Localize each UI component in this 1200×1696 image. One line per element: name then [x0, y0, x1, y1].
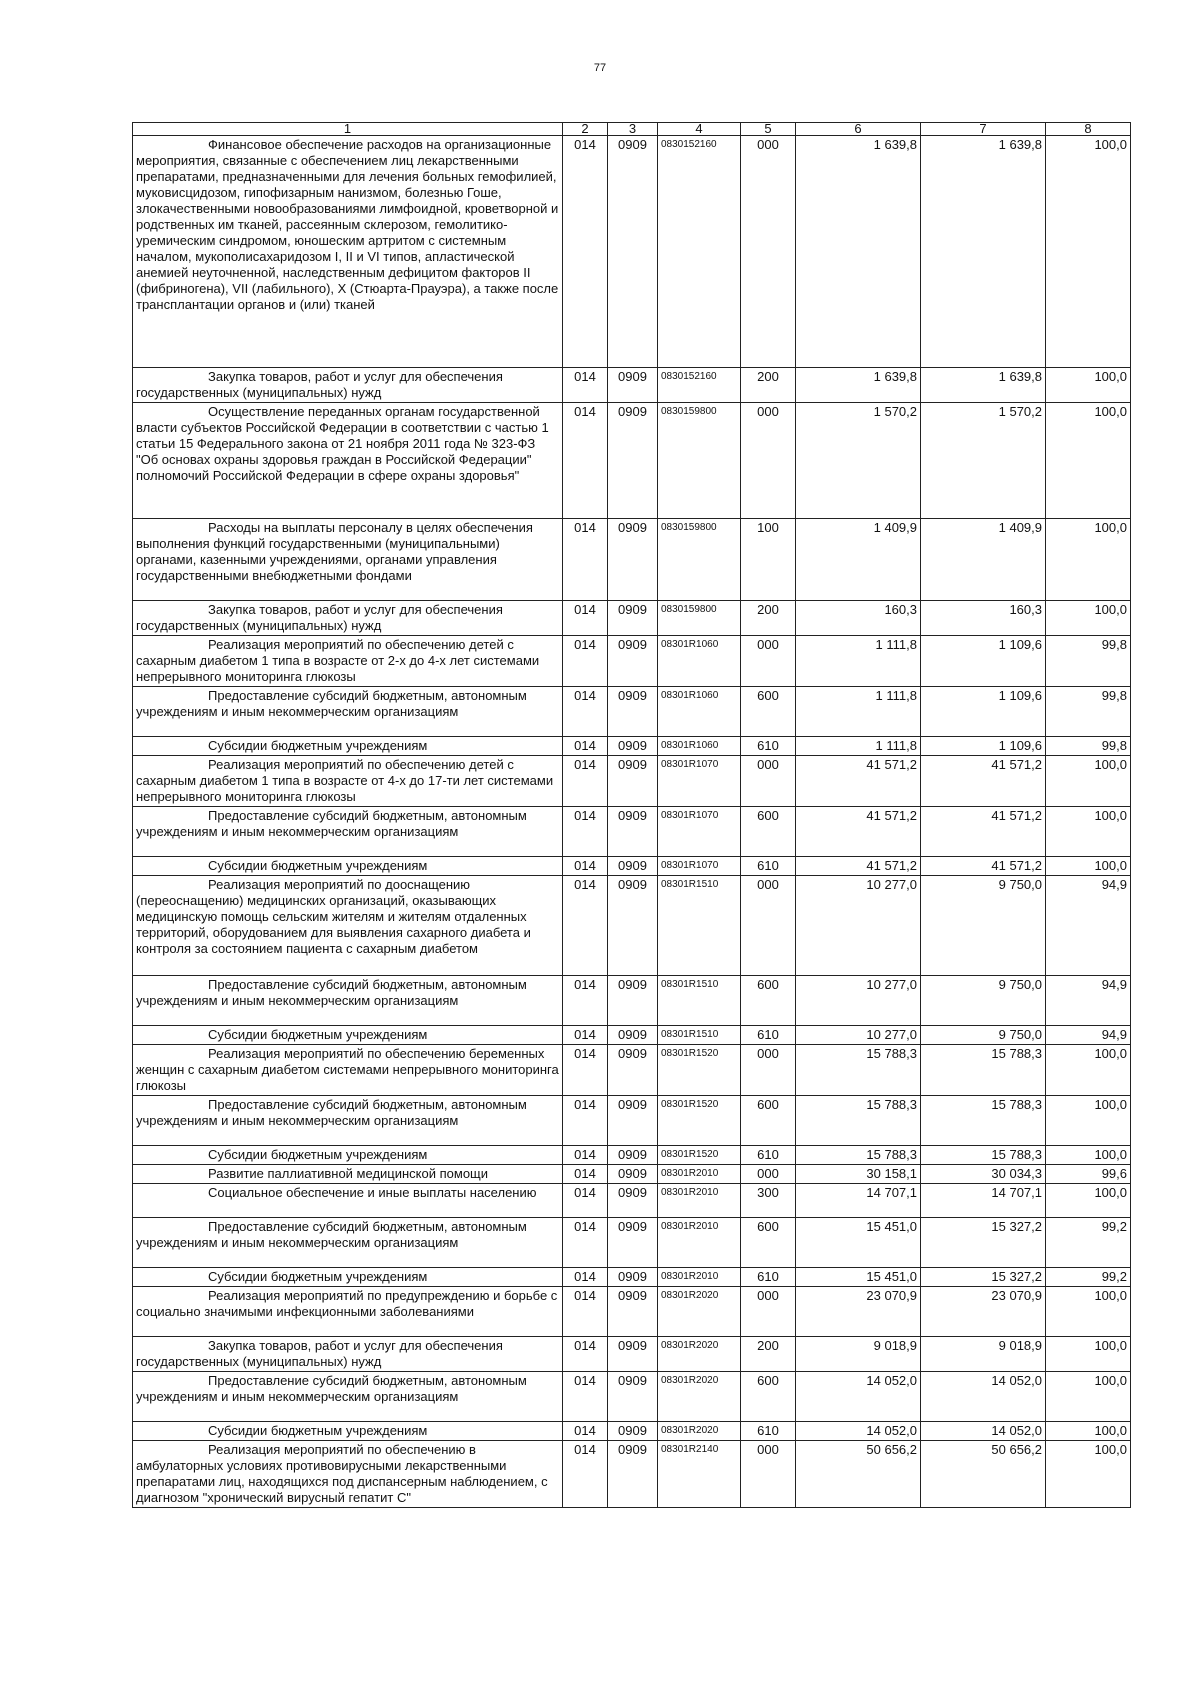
planned-amount: 30 158,1: [796, 1165, 921, 1184]
row-description: Предоставление субсидий бюджетным, автономным учреждениям и иным некоммерческим организациям: [133, 1218, 563, 1268]
target-article-code: 08301R2020: [658, 1372, 741, 1422]
target-article-code: 0830159800: [658, 403, 741, 519]
executed-amount: 1 109,6: [921, 737, 1046, 756]
column-header: 1: [133, 123, 563, 136]
column-header: 7: [921, 123, 1046, 136]
execution-percent: 94,9: [1046, 976, 1131, 1026]
execution-percent: 100,0: [1046, 1096, 1131, 1146]
table-row: [133, 1096, 1131, 1146]
target-article-code: 08301R2140: [658, 1441, 741, 1508]
section-code: 0909: [608, 1337, 658, 1372]
executed-amount: 41 571,2: [921, 756, 1046, 807]
table-header-row: [133, 123, 1131, 136]
executed-amount: 1 639,8: [921, 136, 1046, 368]
target-article-code: 0830159800: [658, 601, 741, 636]
table-row: [133, 1337, 1131, 1372]
planned-amount: 50 656,2: [796, 1441, 921, 1508]
ministry-code: 014: [563, 1146, 608, 1165]
execution-percent: 99,2: [1046, 1218, 1131, 1268]
table-row: [133, 601, 1131, 636]
expense-type-code: 000: [741, 403, 796, 519]
row-description: Реализация мероприятий по обеспечению в амбулаторных условиях противовирусными лекарственными препаратами лиц, находящихся под диспансерным наблюдением, с диагнозом "хронический вирусный гепатит С": [133, 1441, 563, 1508]
ministry-code: 014: [563, 1372, 608, 1422]
row-description: Реализация мероприятий по предупреждению и борьбе с социально значимыми инфекционными заболеваниями: [133, 1287, 563, 1337]
planned-amount: 14 052,0: [796, 1422, 921, 1441]
expense-type-code: 000: [741, 1045, 796, 1096]
execution-percent: 99,8: [1046, 687, 1131, 737]
target-article-code: 08301R2020: [658, 1422, 741, 1441]
execution-percent: 100,0: [1046, 136, 1131, 368]
row-description: Реализация мероприятий по обеспечению детей с сахарным диабетом 1 типа в возрасте от 2-х до 4-х лет системами непрерывного мониторинга глюкозы: [133, 636, 563, 687]
row-description: Реализация мероприятий по обеспечению детей с сахарным диабетом 1 типа в возрасте от 4-х до 17-ти лет системами непрерывного мониторинга глюкозы: [133, 756, 563, 807]
executed-amount: 1 109,6: [921, 687, 1046, 737]
section-code: 0909: [608, 857, 658, 876]
expense-type-code: 200: [741, 368, 796, 403]
section-code: 0909: [608, 737, 658, 756]
section-code: 0909: [608, 1218, 658, 1268]
executed-amount: 14 052,0: [921, 1372, 1046, 1422]
execution-percent: 99,6: [1046, 1165, 1131, 1184]
planned-amount: 10 277,0: [796, 876, 921, 976]
section-code: 0909: [608, 1287, 658, 1337]
planned-amount: 1 409,9: [796, 519, 921, 601]
row-description: Предоставление субсидий бюджетным, автономным учреждениям и иным некоммерческим организациям: [133, 1096, 563, 1146]
table-row: [133, 519, 1131, 601]
table-row: [133, 403, 1131, 519]
row-description: Развитие паллиативной медицинской помощи: [133, 1165, 563, 1184]
ministry-code: 014: [563, 876, 608, 976]
executed-amount: 14 707,1: [921, 1184, 1046, 1218]
target-article-code: 0830159800: [658, 519, 741, 601]
expense-type-code: 610: [741, 737, 796, 756]
target-article-code: 08301R1070: [658, 857, 741, 876]
expense-type-code: 300: [741, 1184, 796, 1218]
row-description: Субсидии бюджетным учреждениям: [133, 1026, 563, 1045]
target-article-code: 0830152160: [658, 368, 741, 403]
section-code: 0909: [608, 1268, 658, 1287]
target-article-code: 08301R1510: [658, 1026, 741, 1045]
ministry-code: 014: [563, 636, 608, 687]
planned-amount: 15 788,3: [796, 1096, 921, 1146]
section-code: 0909: [608, 1441, 658, 1508]
table-row: [133, 857, 1131, 876]
row-description: Предоставление субсидий бюджетным, автономным учреждениям и иным некоммерческим организациям: [133, 807, 563, 857]
target-article-code: 08301R2010: [658, 1218, 741, 1268]
execution-percent: 99,8: [1046, 636, 1131, 687]
ministry-code: 014: [563, 807, 608, 857]
ministry-code: 014: [563, 857, 608, 876]
planned-amount: 10 277,0: [796, 976, 921, 1026]
expense-type-code: 100: [741, 519, 796, 601]
expense-type-code: 610: [741, 1026, 796, 1045]
expense-type-code: 600: [741, 1218, 796, 1268]
planned-amount: 41 571,2: [796, 857, 921, 876]
table-row: [133, 807, 1131, 857]
target-article-code: 08301R1510: [658, 976, 741, 1026]
planned-amount: 160,3: [796, 601, 921, 636]
execution-percent: 100,0: [1046, 756, 1131, 807]
execution-percent: 94,9: [1046, 876, 1131, 976]
execution-percent: 100,0: [1046, 1337, 1131, 1372]
planned-amount: 15 451,0: [796, 1268, 921, 1287]
expense-type-code: 000: [741, 636, 796, 687]
expense-type-code: 000: [741, 876, 796, 976]
table-row: [133, 1218, 1131, 1268]
target-article-code: 08301R1070: [658, 756, 741, 807]
section-code: 0909: [608, 1372, 658, 1422]
row-description: Предоставление субсидий бюджетным, автономным учреждениям и иным некоммерческим организациям: [133, 976, 563, 1026]
execution-percent: 100,0: [1046, 1045, 1131, 1096]
section-code: 0909: [608, 403, 658, 519]
row-description: Субсидии бюджетным учреждениям: [133, 1268, 563, 1287]
executed-amount: 15 327,2: [921, 1218, 1046, 1268]
ministry-code: 014: [563, 1096, 608, 1146]
planned-amount: 14 052,0: [796, 1372, 921, 1422]
target-article-code: 08301R2010: [658, 1268, 741, 1287]
page-number: 77: [593, 62, 607, 74]
ministry-code: 014: [563, 136, 608, 368]
section-code: 0909: [608, 519, 658, 601]
executed-amount: 1 639,8: [921, 368, 1046, 403]
table-row: [133, 756, 1131, 807]
planned-amount: 1 111,8: [796, 737, 921, 756]
planned-amount: 15 451,0: [796, 1218, 921, 1268]
target-article-code: 08301R1520: [658, 1096, 741, 1146]
ministry-code: 014: [563, 1165, 608, 1184]
target-article-code: 08301R1510: [658, 876, 741, 976]
table-row: [133, 368, 1131, 403]
column-header: 5: [741, 123, 796, 136]
row-description: Закупка товаров, работ и услуг для обеспечения государственных (муниципальных) нужд: [133, 1337, 563, 1372]
expense-type-code: 610: [741, 1422, 796, 1441]
target-article-code: 08301R2020: [658, 1287, 741, 1337]
executed-amount: 160,3: [921, 601, 1046, 636]
planned-amount: 41 571,2: [796, 756, 921, 807]
target-article-code: 08301R1060: [658, 737, 741, 756]
expense-type-code: 610: [741, 1146, 796, 1165]
target-article-code: 08301R1520: [658, 1045, 741, 1096]
expense-type-code: 200: [741, 601, 796, 636]
ministry-code: 014: [563, 1441, 608, 1508]
row-description: Социальное обеспечение и иные выплаты населению: [133, 1184, 563, 1218]
planned-amount: 1 570,2: [796, 403, 921, 519]
expense-type-code: 600: [741, 1096, 796, 1146]
executed-amount: 9 750,0: [921, 1026, 1046, 1045]
target-article-code: 08301R2010: [658, 1184, 741, 1218]
planned-amount: 9 018,9: [796, 1337, 921, 1372]
row-description: Осуществление переданных органам государственной власти субъектов Российской Федерации в соответствии с частью 1 статьи 15 Федерального закона от 21 ноября 2011 года № 323-ФЗ "Об основах охраны здоровья граждан в Российской Федерации" полномочий Российской Федерации в сфере охраны здоровья": [133, 403, 563, 519]
target-article-code: 08301R1060: [658, 636, 741, 687]
row-description: Субсидии бюджетным учреждениям: [133, 1146, 563, 1165]
planned-amount: 15 788,3: [796, 1045, 921, 1096]
table-row: [133, 1441, 1131, 1508]
ministry-code: 014: [563, 1422, 608, 1441]
execution-percent: 100,0: [1046, 1184, 1131, 1218]
ministry-code: 014: [563, 1184, 608, 1218]
expense-type-code: 600: [741, 807, 796, 857]
section-code: 0909: [608, 1165, 658, 1184]
section-code: 0909: [608, 1146, 658, 1165]
expense-type-code: 000: [741, 136, 796, 368]
column-header: 6: [796, 123, 921, 136]
execution-percent: 100,0: [1046, 368, 1131, 403]
row-description: Реализация мероприятий по дооснащению (переоснащению) медицинских организаций, оказывающих медицинскую помощь сельским жителям и жителям отдаленных территорий, оборудованием для выявления сахарного диабета и контроля за состоянием пациента с сахарным диабетом: [133, 876, 563, 976]
expense-type-code: 000: [741, 1287, 796, 1337]
row-description: Предоставление субсидий бюджетным, автономным учреждениям и иным некоммерческим организациям: [133, 687, 563, 737]
table-row: [133, 1045, 1131, 1096]
executed-amount: 1 570,2: [921, 403, 1046, 519]
table-row: [133, 136, 1131, 368]
row-description: Реализация мероприятий по обеспечению беременных женщин с сахарным диабетом системами непрерывного мониторинга глюкозы: [133, 1045, 563, 1096]
row-description: Расходы на выплаты персоналу в целях обеспечения выполнения функций государственными (муниципальными) органами, казенными учреждениями, органами управления государственными внебюджетными фондами: [133, 519, 563, 601]
row-description: Закупка товаров, работ и услуг для обеспечения государственных (муниципальных) нужд: [133, 601, 563, 636]
execution-percent: 100,0: [1046, 519, 1131, 601]
section-code: 0909: [608, 1045, 658, 1096]
table-row: [133, 1026, 1131, 1045]
row-description: Субсидии бюджетным учреждениям: [133, 737, 563, 756]
target-article-code: 08301R2020: [658, 1337, 741, 1372]
section-code: 0909: [608, 807, 658, 857]
table-row: [133, 1268, 1131, 1287]
ministry-code: 014: [563, 519, 608, 601]
section-code: 0909: [608, 687, 658, 737]
planned-amount: 10 277,0: [796, 1026, 921, 1045]
ministry-code: 014: [563, 737, 608, 756]
table-row: [133, 1422, 1131, 1441]
ministry-code: 014: [563, 976, 608, 1026]
executed-amount: 9 750,0: [921, 976, 1046, 1026]
ministry-code: 014: [563, 368, 608, 403]
table-row: [133, 636, 1131, 687]
section-code: 0909: [608, 368, 658, 403]
target-article-code: 08301R2010: [658, 1165, 741, 1184]
execution-percent: 99,8: [1046, 737, 1131, 756]
planned-amount: 41 571,2: [796, 807, 921, 857]
ministry-code: 014: [563, 1218, 608, 1268]
executed-amount: 23 070,9: [921, 1287, 1046, 1337]
target-article-code: 08301R1070: [658, 807, 741, 857]
expense-type-code: 610: [741, 857, 796, 876]
column-header: 2: [563, 123, 608, 136]
executed-amount: 15 788,3: [921, 1096, 1046, 1146]
column-header: 4: [658, 123, 741, 136]
execution-percent: 100,0: [1046, 403, 1131, 519]
planned-amount: 1 639,8: [796, 368, 921, 403]
expense-type-code: 000: [741, 1165, 796, 1184]
execution-percent: 100,0: [1046, 601, 1131, 636]
section-code: 0909: [608, 1096, 658, 1146]
executed-amount: 14 052,0: [921, 1422, 1046, 1441]
table-row: [133, 1372, 1131, 1422]
expense-type-code: 600: [741, 1372, 796, 1422]
executed-amount: 41 571,2: [921, 857, 1046, 876]
planned-amount: 14 707,1: [796, 1184, 921, 1218]
table-row: [133, 687, 1131, 737]
section-code: 0909: [608, 136, 658, 368]
executed-amount: 15 788,3: [921, 1045, 1046, 1096]
planned-amount: 15 788,3: [796, 1146, 921, 1165]
execution-percent: 94,9: [1046, 1026, 1131, 1045]
execution-percent: 100,0: [1046, 857, 1131, 876]
row-description: Предоставление субсидий бюджетным, автономным учреждениям и иным некоммерческим организациям: [133, 1372, 563, 1422]
ministry-code: 014: [563, 1268, 608, 1287]
row-description: Субсидии бюджетным учреждениям: [133, 1422, 563, 1441]
table-row: [133, 737, 1131, 756]
table-row: [133, 876, 1131, 976]
execution-percent: 99,2: [1046, 1268, 1131, 1287]
planned-amount: 23 070,9: [796, 1287, 921, 1337]
section-code: 0909: [608, 756, 658, 807]
ministry-code: 014: [563, 601, 608, 636]
ministry-code: 014: [563, 1337, 608, 1372]
expense-type-code: 000: [741, 756, 796, 807]
ministry-code: 014: [563, 756, 608, 807]
expense-type-code: 610: [741, 1268, 796, 1287]
executed-amount: 50 656,2: [921, 1441, 1046, 1508]
expense-type-code: 000: [741, 1441, 796, 1508]
section-code: 0909: [608, 636, 658, 687]
section-code: 0909: [608, 976, 658, 1026]
row-description: Субсидии бюджетным учреждениям: [133, 857, 563, 876]
table-row: [133, 976, 1131, 1026]
executed-amount: 41 571,2: [921, 807, 1046, 857]
execution-percent: 100,0: [1046, 807, 1131, 857]
expense-type-code: 200: [741, 1337, 796, 1372]
ministry-code: 014: [563, 1026, 608, 1045]
expense-type-code: 600: [741, 687, 796, 737]
section-code: 0909: [608, 876, 658, 976]
execution-percent: 100,0: [1046, 1372, 1131, 1422]
table-body: [133, 136, 1131, 1508]
section-code: 0909: [608, 1422, 658, 1441]
target-article-code: 0830152160: [658, 136, 741, 368]
expense-type-code: 600: [741, 976, 796, 1026]
table-row: [133, 1287, 1131, 1337]
execution-percent: 100,0: [1046, 1441, 1131, 1508]
execution-percent: 100,0: [1046, 1146, 1131, 1165]
section-code: 0909: [608, 1026, 658, 1045]
column-header: 8: [1046, 123, 1131, 136]
section-code: 0909: [608, 1184, 658, 1218]
ministry-code: 014: [563, 1287, 608, 1337]
ministry-code: 014: [563, 687, 608, 737]
executed-amount: 15 327,2: [921, 1268, 1046, 1287]
execution-percent: 100,0: [1046, 1287, 1131, 1337]
row-description: Закупка товаров, работ и услуг для обеспечения государственных (муниципальных) нужд: [133, 368, 563, 403]
planned-amount: 1 639,8: [796, 136, 921, 368]
budget-table: [132, 122, 1131, 1508]
executed-amount: 15 788,3: [921, 1146, 1046, 1165]
executed-amount: 1 109,6: [921, 636, 1046, 687]
column-header: 3: [608, 123, 658, 136]
planned-amount: 1 111,8: [796, 687, 921, 737]
executed-amount: 9 750,0: [921, 876, 1046, 976]
table-row: [133, 1146, 1131, 1165]
row-description: Финансовое обеспечение расходов на организационные мероприятия, связанные с обеспечением лиц лекарственными препаратами, предназначенными для лечения больных гемофилией, муковисцидозом, гипофизарным нанизмом, болезнью Гоше, злокачественными новообразованиями лимфоидной, кроветворной и родственных им тканей, рассеянным склерозом, гемолитико-уремическим синдромом, юношеским артритом с системным началом, мукополисахаридозом I, II и VI типов, апластической анемией неуточненной, наследственным дефицитом факторов II (фибриногена), VII (лабильного), X (Стюарта-Прауэра), а также после трансплантации органов и (или) тканей: [133, 136, 563, 368]
target-article-code: 08301R1060: [658, 687, 741, 737]
executed-amount: 30 034,3: [921, 1165, 1046, 1184]
ministry-code: 014: [563, 403, 608, 519]
executed-amount: 1 409,9: [921, 519, 1046, 601]
table-row: [133, 1165, 1131, 1184]
table-row: [133, 1184, 1131, 1218]
execution-percent: 100,0: [1046, 1422, 1131, 1441]
target-article-code: 08301R1520: [658, 1146, 741, 1165]
section-code: 0909: [608, 601, 658, 636]
ministry-code: 014: [563, 1045, 608, 1096]
planned-amount: 1 111,8: [796, 636, 921, 687]
executed-amount: 9 018,9: [921, 1337, 1046, 1372]
